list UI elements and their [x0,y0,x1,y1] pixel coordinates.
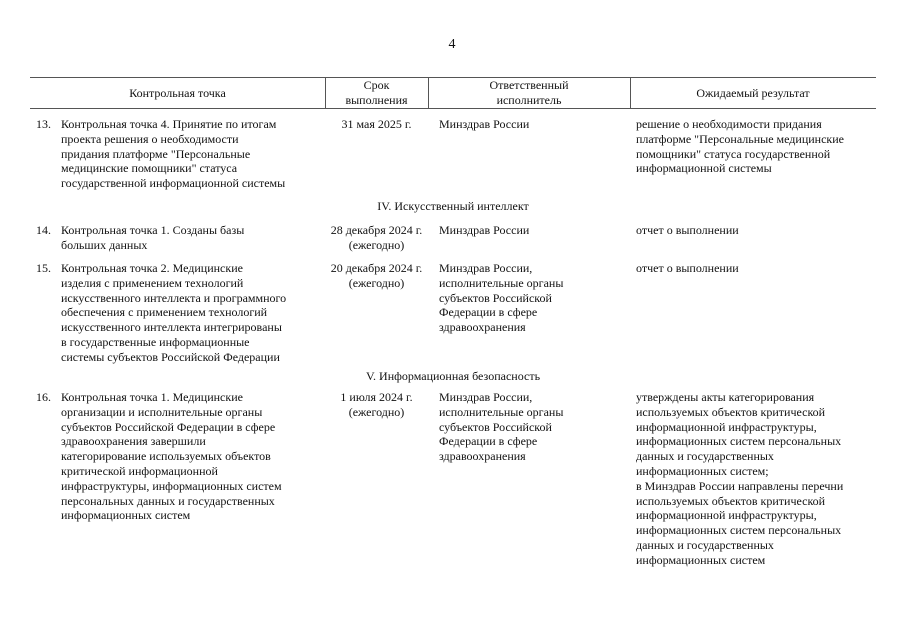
page-number: 4 [448,37,456,52]
header-checkpoint: Контрольная точка [129,86,226,100]
responsible: Минздрав России [439,117,530,131]
deadline: 1 июля 2024 г. (ежегодно) [340,390,413,419]
responsible: Минздрав России [439,223,530,237]
row-number: 13. [36,117,51,131]
checkpoint-text: Контрольная точка 1. Медицинские организации и исполнительные органы субъектов Российской Федерации в сфере здравоохранения завершили категорирование используемых объектов критической информационной инфраструктуры, информационных систем персональных данных и государственных информационных систем [61,390,282,523]
checkpoint-text: Контрольная точка 4. Принятие по итогам проекта решения о необходимости придания платформе "Персональные медицинские помощники" статуса государственной информационной системы [61,117,286,191]
row-number: 15. [36,261,51,275]
expected-result: решение о необходимости придания платформе "Персональные медицинские помощники" статуса государственной информационной системы [636,117,844,176]
expected-result: отчет о выполнении [636,223,739,237]
header-deadline: Срок выполнения [345,78,408,107]
header-result: Ожидаемый результат [696,86,810,100]
header-responsible: Ответственный исполнитель [489,78,569,107]
deadline: 31 мая 2025 г. [341,117,412,131]
expected-result: утверждены акты категорирования используемых объектов критической информационной инфраструктуры, информационных систем персональных данных и государственных информационных систем; в Минздрав России направлены перечни используемых объектов критической информационной инфраструктуры, информационных систем персональных данных и государственных информационных систем [636,390,844,567]
header-bottom-rule [30,108,876,109]
row-number: 14. [36,223,51,237]
section-heading: IV. Искусственный интеллект [377,199,529,213]
checkpoint-text: Контрольная точка 1. Созданы базы больших данных [61,223,245,252]
checkpoint-text: Контрольная точка 2. Медицинские изделия с применением технологий искусственного интеллекта и программного обеспечения с применением технологий искусственного интеллекта интегрированы в государственные информационные системы субъектов Российской Федерации [61,261,287,364]
section-heading: V. Информационная безопасность [365,369,541,383]
deadline: 20 декабря 2024 г. (ежегодно) [330,261,423,290]
responsible: Минздрав России, исполнительные органы субъектов Российской Федерации в сфере здравоохранения [439,261,564,335]
deadline: 28 декабря 2024 г. (ежегодно) [330,223,423,252]
expected-result: отчет о выполнении [636,261,739,275]
responsible: Минздрав России, исполнительные органы субъектов Российской Федерации в сфере здравоохранения [439,390,564,464]
row-number: 16. [36,390,51,404]
